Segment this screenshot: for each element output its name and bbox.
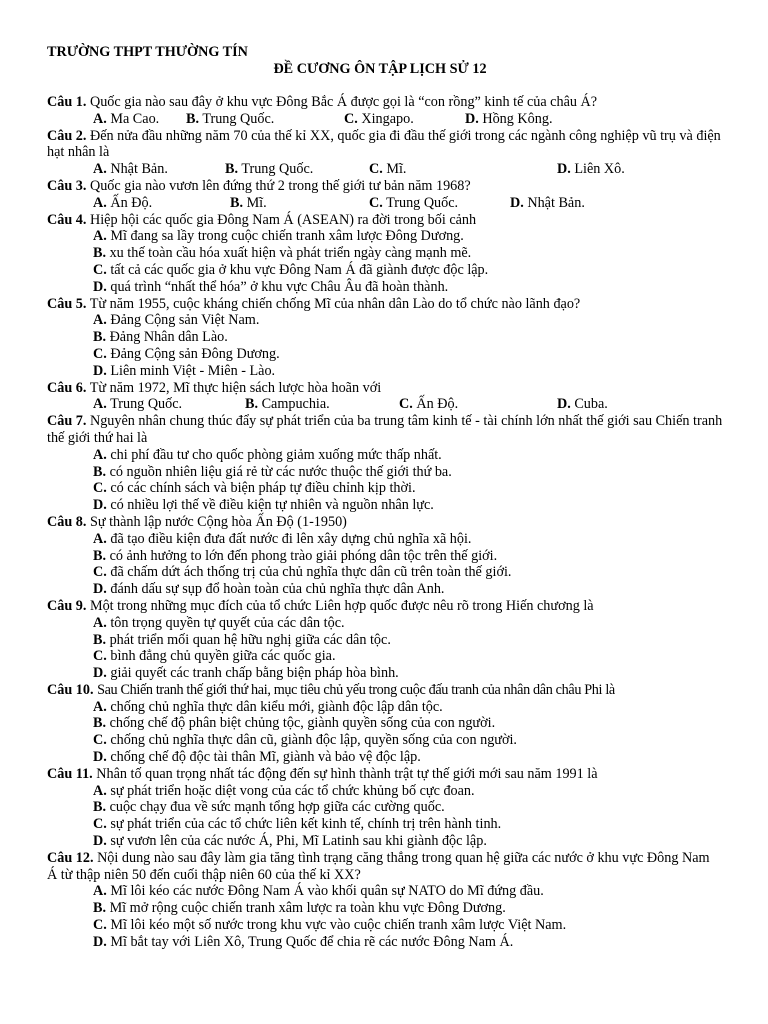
option-letter: D. [465, 110, 479, 127]
option-text: quá trình “nhất thể hóa” ở khu vực Châu Âu đã hoàn thành. [110, 278, 449, 295]
option-text: Nhật Bản. [110, 161, 168, 178]
question-5 [47, 296, 723, 313]
question-number: Câu 7. [47, 413, 87, 430]
option-letter: C. [93, 480, 107, 497]
option-letter: D. [93, 933, 107, 950]
option-text: Liên minh Việt - Miên - Lào. [110, 362, 276, 379]
option-text: Trung Quốc. [241, 161, 314, 178]
option-text: xu thế toàn cầu hóa xuất hiện và phát triển ngày càng mạnh mẽ. [109, 245, 472, 262]
option-d [47, 665, 723, 682]
question-text: Hiệp hội các quốc gia Đông Nam Á (ASEAN) ra đời trong bối cảnh [89, 211, 477, 228]
option-b [47, 799, 723, 816]
question-text: Quốc gia nào vươn lên đứng thứ 2 trong thế giới tư bản năm 1968? [89, 177, 471, 194]
option-c [47, 262, 723, 279]
option-a [47, 531, 723, 548]
option-letter: B. [230, 194, 244, 211]
question-9 [47, 598, 723, 615]
option-letter: A. [93, 194, 107, 211]
option-letter: B. [93, 799, 107, 816]
question-3 [47, 178, 723, 195]
option-text: Xingapo. [361, 110, 414, 127]
option-text: Hồng Kông. [482, 110, 553, 127]
question-number: Câu 9. [47, 597, 87, 614]
option-letter: C. [369, 161, 383, 178]
question-text: Nội dung nào sau đây làm gia tăng tình trạng căng thẳng trong quan hệ giữa các nước ở khu vực Đông Nam Á từ thập niên 50 đến cuối thập niên 60 của thế kỉ XX? [47, 849, 710, 883]
option-d [47, 497, 723, 514]
option-letter: A. [93, 698, 107, 715]
option-letter: B. [225, 161, 239, 178]
option-text: cuộc chạy đua về sức mạnh tổng hợp giữa các cường quốc. [109, 799, 445, 816]
option-text: Trung Quốc. [202, 110, 275, 127]
option-text: tất cả các quốc gia ở khu vực Đông Nam Á đã giành được độc lập. [110, 261, 489, 278]
option-text: phát triển mối quan hệ hữu nghị giữa các dân tộc. [109, 631, 391, 648]
option-letter: D. [93, 362, 107, 379]
option-letter: B. [93, 463, 107, 480]
option-text: có nhiều lợi thế về điều kiện tự nhiên và nguồn nhân lực. [110, 497, 434, 514]
question-number: Câu 5. [47, 295, 87, 312]
option-b [47, 329, 723, 346]
option-b [47, 632, 723, 649]
option-text: Trung Quốc. [110, 396, 183, 413]
option-a [47, 312, 723, 329]
question-number: Câu 12. [47, 849, 94, 866]
option-text: sự vươn lên của các nước Á, Phi, Mĩ Latinh sau khi giành độc lập. [110, 833, 487, 850]
option-d [47, 279, 723, 296]
exam-document [47, 44, 723, 951]
question-11 [47, 766, 723, 783]
option-text: Mĩ bắt tay với Liên Xô, Trung Quốc để chia rẽ các nước Đông Nam Á. [110, 933, 514, 950]
option-text: Mĩ lôi kéo các nước Đông Nam Á vào khối quân sự NATO do Mĩ đứng đầu. [110, 883, 544, 900]
option-b [47, 245, 723, 262]
option-letter: D. [93, 665, 107, 682]
option-letter: C. [93, 648, 107, 665]
question-text: Sự thành lập nước Cộng hòa Ấn Độ (1-1950) [89, 513, 347, 530]
option-letter: B. [93, 329, 107, 346]
question-text: Quốc gia nào sau đây ở khu vực Đông Bắc Á được gọi là “con rồng” kinh tế của châu Á? [89, 94, 598, 110]
option-a [47, 699, 723, 716]
option-text: đã chấm dứt ách thống trị của chủ nghĩa thực dân cũ trên toàn thế giới. [110, 564, 512, 581]
option-letter: A. [93, 161, 107, 178]
option-c [47, 564, 723, 581]
option-d [47, 581, 723, 598]
school-name: TRƯỜNG THPT THƯỜNG TÍN [47, 44, 248, 60]
option-letter: B. [93, 715, 107, 732]
option-text: chống chế độ độc tài thân Mĩ, giành và bảo vệ độc lập. [110, 749, 421, 766]
option-text: Campuchia. [261, 396, 330, 413]
option-text: Đảng Cộng sản Việt Nam. [110, 312, 260, 329]
document-title: ĐỀ CƯƠNG ÔN TẬP LỊCH SỬ 12 [273, 61, 487, 77]
question-text: Nguyên nhân chung thúc đẩy sự phát triển của ba trung tâm kinh tế - tài chính lớn nhất thế giới sau Chiến tranh thế giới thứ hai là [47, 413, 723, 446]
option-letter: D. [93, 497, 107, 514]
option-letter: A. [93, 396, 107, 413]
option-letter: B. [186, 110, 200, 127]
question-10 [47, 682, 723, 699]
option-a [47, 447, 723, 464]
spacer [47, 78, 723, 94]
option-letter: A. [93, 614, 107, 631]
option-letter: A. [93, 883, 107, 900]
option-letter: B. [93, 547, 107, 564]
question-text: Nhân tố quan trọng nhất tác động đến sự hình thành trật tự thế giới mới sau năm 1991 là [96, 765, 598, 782]
option-letter: D. [510, 194, 524, 211]
option-letter: D. [93, 581, 107, 598]
option-text: chống chủ nghĩa thực dân cũ, giành độc lập, quyền sống của con người. [110, 732, 517, 749]
option-letter: C. [399, 396, 413, 413]
option-text: có nguồn nhiên liệu giá rẻ từ các nước thuộc thế giới thứ ba. [109, 463, 452, 480]
question-number: Câu 6. [47, 379, 87, 396]
option-text: Ấn Độ. [416, 396, 459, 413]
option-text: Nhật Bản. [527, 194, 585, 211]
option-text: Đảng Cộng sản Đông Dương. [110, 345, 280, 362]
question-number: Câu 1. [47, 94, 87, 110]
option-letter: D. [93, 833, 107, 850]
option-d [47, 749, 723, 766]
option-letter: D. [93, 749, 107, 766]
option-b [47, 464, 723, 481]
question-text: Từ năm 1972, Mĩ thực hiện sách lược hòa hoãn với [89, 379, 382, 396]
option-letter: C. [93, 917, 107, 934]
option-c [47, 917, 723, 934]
options-row [47, 396, 723, 413]
option-text: đánh dấu sự sụp đổ hoàn toàn của chủ nghĩa thực dân Anh. [110, 581, 445, 598]
option-letter: B. [93, 245, 107, 262]
option-c [47, 480, 723, 497]
option-letter: D. [93, 278, 107, 295]
option-text: đã tạo điều kiện đưa đất nước đi lên xây dựng chủ nghĩa xã hội. [110, 530, 472, 547]
option-letter: A. [93, 312, 107, 329]
option-text: Cuba. [574, 396, 608, 413]
option-c [47, 346, 723, 363]
option-letter: C. [369, 194, 383, 211]
option-text: sự phát triển của các tổ chức liên kết kinh tế, chính trị trên hành tinh. [110, 816, 502, 833]
option-text: chống chủ nghĩa thực dân kiểu mới, giành độc lập dân tộc. [110, 698, 443, 715]
option-text: chi phí đầu tư cho quốc phòng giảm xuống mức thấp nhất. [110, 446, 442, 463]
option-b [47, 548, 723, 565]
option-text: Đảng Nhân dân Lào. [109, 329, 228, 346]
option-letter: A. [93, 446, 107, 463]
option-text: Trung Quốc. [386, 194, 459, 211]
option-text: sự phát triển hoặc diệt vong của các tổ chức khủng bố cực đoan. [110, 782, 475, 799]
option-letter: B. [93, 900, 107, 917]
question-number: Câu 10. [47, 681, 94, 698]
option-letter: B. [93, 631, 107, 648]
option-letter: B. [245, 396, 259, 413]
option-d [47, 934, 723, 951]
option-letter: C. [93, 564, 107, 581]
option-letter: C. [344, 110, 358, 127]
options-row [47, 195, 723, 212]
option-letter: A. [93, 782, 107, 799]
option-text: có các chính sách và biện pháp tự điều chỉnh kịp thời. [110, 480, 416, 497]
question-number: Câu 3. [47, 177, 87, 194]
option-letter: A. [93, 228, 107, 245]
option-text: tôn trọng quyền tự quyết của các dân tộc. [110, 614, 345, 631]
question-text: Đến nửa đầu những năm 70 của thế kỉ XX, quốc gia đi đầu thế giới trong các ngành công nghiệp vũ trụ và điện hạt nhân là [47, 127, 721, 161]
question-12 [47, 850, 723, 884]
option-text: Ma Cao. [110, 110, 160, 127]
option-letter: C. [93, 816, 107, 833]
option-text: bình đẳng chủ quyền giữa các quốc gia. [110, 648, 336, 665]
question-6 [47, 380, 723, 397]
option-text: chống chế độ phân biệt chủng tộc, giành quyền sống của con người. [109, 715, 496, 732]
question-1 [47, 94, 723, 111]
option-letter: C. [93, 345, 107, 362]
question-text: Một trong những mục đích của tổ chức Liên hợp quốc được nêu rõ trong Hiến chương là [89, 597, 594, 614]
option-c [47, 816, 723, 833]
option-letter: A. [93, 110, 107, 127]
option-b [47, 900, 723, 917]
question-8 [47, 514, 723, 531]
question-7 [47, 413, 723, 447]
option-a [47, 615, 723, 632]
option-letter: C. [93, 732, 107, 749]
options-row [47, 111, 723, 128]
question-number: Câu 11. [47, 765, 93, 782]
question-number: Câu 8. [47, 513, 87, 530]
option-letter: A. [93, 530, 107, 547]
question-text: Sau Chiến tranh thế giới thứ hai, mục tiêu chủ yếu trong cuộc đấu tranh của nhân dân châu Phi là [97, 681, 615, 698]
option-c [47, 732, 723, 749]
question-number: Câu 4. [47, 211, 87, 228]
option-text: giải quyết các tranh chấp bằng biện pháp hòa bình. [110, 665, 399, 682]
option-letter: D. [557, 161, 571, 178]
option-a [47, 228, 723, 245]
option-text: Ấn Độ. [110, 194, 153, 211]
question-2 [47, 128, 723, 162]
option-text: Mĩ lôi kéo một số nước trong khu vực vào cuộc chiến tranh xâm lược Việt Nam. [110, 917, 567, 934]
option-d [47, 363, 723, 380]
option-d [47, 833, 723, 850]
option-text: Mĩ mở rộng cuộc chiến tranh xâm lược ra toàn khu vực Đông Dương. [109, 900, 506, 917]
option-text: Mĩ. [246, 194, 267, 211]
options-row [47, 161, 723, 178]
option-letter: D. [557, 396, 571, 413]
question-4 [47, 212, 723, 229]
option-text: có ảnh hưởng to lớn đến phong trào giải phóng dân tộc trên thế giới. [109, 547, 498, 564]
question-number: Câu 2. [47, 127, 87, 144]
option-letter: C. [93, 261, 107, 278]
question-text: Từ năm 1955, cuộc kháng chiến chống Mĩ của nhân dân Lào do tổ chức nào lãnh đạo? [89, 295, 581, 312]
option-text: Mĩ. [386, 161, 407, 178]
option-a [47, 783, 723, 800]
option-b [47, 715, 723, 732]
option-c [47, 648, 723, 665]
option-text: Liên Xô. [574, 161, 625, 178]
option-text: Mĩ đang sa lầy trong cuộc chiến tranh xâm lược Đông Dương. [110, 228, 464, 245]
option-a [47, 883, 723, 900]
